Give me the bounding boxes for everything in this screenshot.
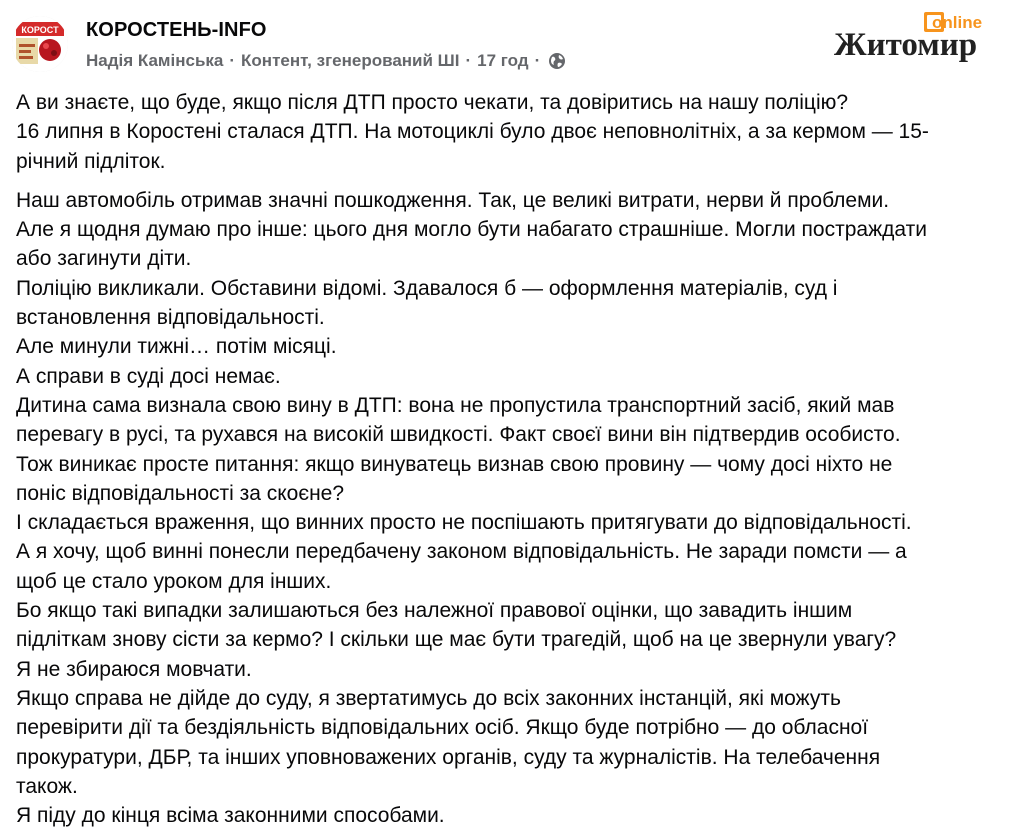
text-line: підліткам знову сісти за кермо? І скільки ще має бути трагедій, щоб на це звернули увагу? [16,628,897,652]
avatar-logo [12,16,68,72]
text-line: А ви знаєте, що буде, якщо після ДТП просто чекати, та довіритись на нашу поліцію? [16,91,849,114]
watermark-online: online [932,13,983,32]
text-line: також. [16,774,78,798]
author-name[interactable]: Надія Камінська [86,51,224,70]
post-header [0,0,1024,80]
text-line: 16 липня в Коростені сталася ДТП. На мотоциклі було двоє неповнолітніх, а за кермом — 15- [16,120,929,144]
text-line: встановлення відповідальності. [16,306,325,330]
meta-separator: · [229,51,236,70]
paragraph-1 [16,88,1006,176]
text-line: перевірити дії та бездіяльність відповідальних осіб. Якщо буде потрібно — до обласної [16,716,869,740]
meta-separator: · [534,51,541,70]
text-line: Але минули тижні… потім місяці. [16,335,337,359]
post-meta [86,51,566,71]
watermark-city: Житомир [834,27,978,63]
text-line: перевагу в русі, та рухався на високій швидкості. Факт своєї вини він підтвердив особисто. [16,423,901,447]
paragraph-2 [16,186,1006,831]
text-line: поніс відповідальності за скоєне? [16,481,345,505]
post-text [16,88,1006,830]
text-line: Якщо справа не дійде до суду, я звертатимусь до всіх законних інстанцій, які можуть [16,686,841,710]
text-line: Я піду до кінця всіма законними способами. [16,804,445,828]
text-line: Бо якщо такі випадки залишаються без належної правової оцінки, що завадить іншим [16,599,853,623]
text-line: А я хочу, щоб винні понесли передбачену законом відповідальність. Не заради помсти — а [16,540,907,564]
meta-separator: · [465,51,472,70]
text-line: Дитина сама визнала свою вину в ДТП: вона не пропустила транспортний засіб, який мав [16,393,895,417]
text-line: І складається враження, що винних просто не поспішають притягувати до відповідальності. [16,511,912,535]
zhytomyr-online-watermark [832,10,1012,70]
text-line: Але я щодня думаю про інше: цього дня могло бути набагато страшніше. Могли постраждати [16,218,927,242]
avatar-logo-text: КОРОСТ [21,25,59,35]
text-line: Наш автомобіль отримав значні пошкодження. Так, це великі витрати, нерви й проблеми. [16,188,890,212]
ai-content-label[interactable]: Контент, згенерований ШІ [241,51,460,70]
page-name[interactable]: КОРОСТЕНЬ-INFO [86,19,267,41]
globe-icon[interactable] [548,52,566,70]
text-line: або загинути діти. [16,247,192,271]
text-line: А справи в суді досі немає. [16,364,281,388]
text-line: прокуратури, ДБР, та інших уповноважених органів, суду та журналістів. На телебачення [16,745,881,769]
post-timestamp[interactable]: 17 год [477,51,529,70]
text-line: Поліцію викликали. Обставини відомі. Здавалося б — оформлення матеріалів, суд і [16,276,838,300]
text-line: річний підліток. [16,149,166,173]
text-line: щоб це стало уроком для інших. [16,569,332,593]
text-line: Тож виникає просте питання: якщо винуватець визнав свою провину — чому досі ніхто не [16,452,893,476]
text-line: Я не збираюся мовчати. [16,657,252,681]
avatar[interactable] [12,16,68,72]
